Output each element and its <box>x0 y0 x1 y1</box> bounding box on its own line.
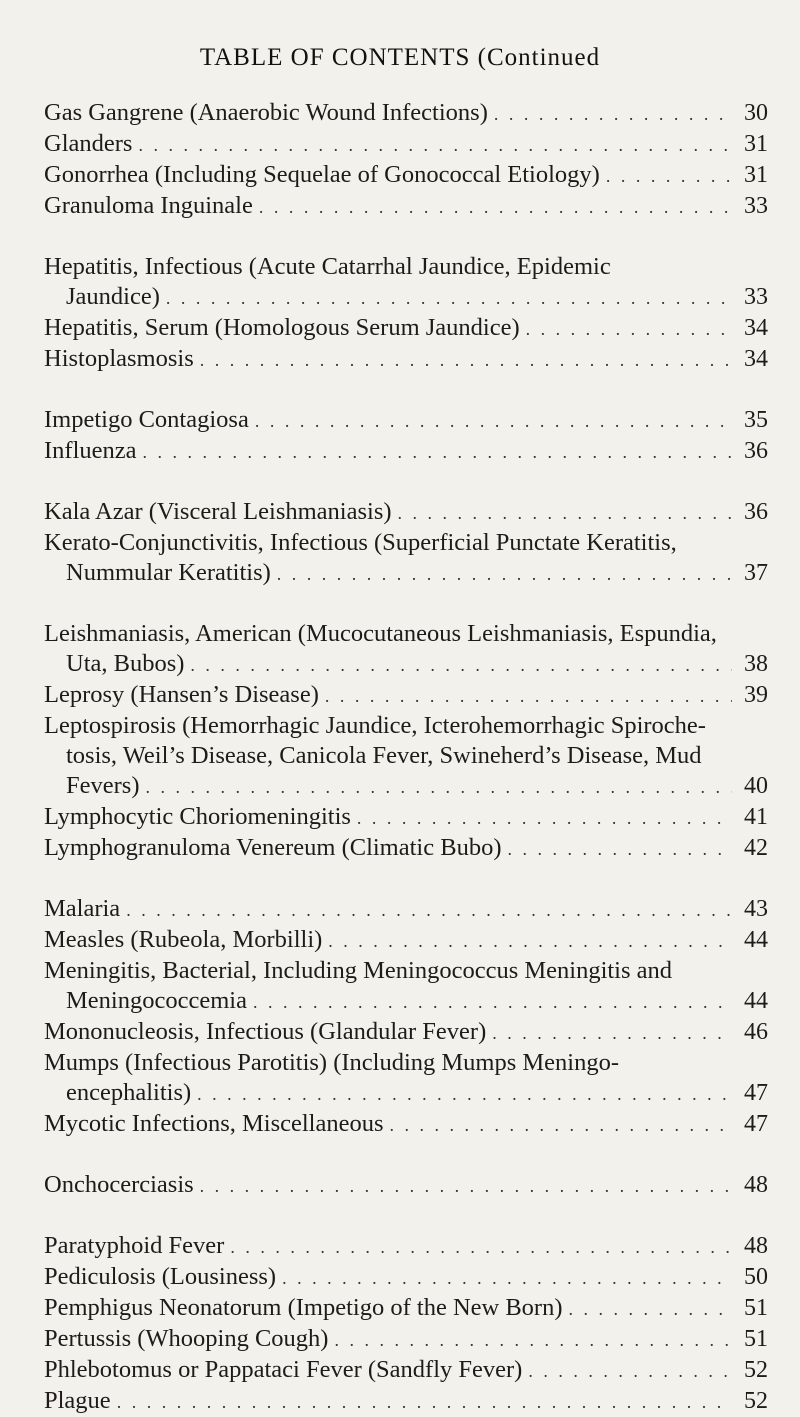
toc-entry-line <box>44 833 768 864</box>
toc-entry-title: Hepatitis, Serum (Homologous Serum Jaundice) <box>44 314 520 341</box>
toc-entry-title: tosis, Weil’s Disease, Canicola Fever, Swineherd’s Disease, Mud <box>66 742 702 769</box>
group-spacer <box>44 1201 768 1231</box>
toc-entry[interactable] <box>44 1324 768 1355</box>
toc-page-number: 33 <box>744 284 768 310</box>
toc-entry-continuation <box>44 558 768 589</box>
toc-page-number: 48 <box>744 1172 768 1198</box>
dot-leader <box>255 406 732 436</box>
group-spacer <box>44 222 768 252</box>
toc-entry-line <box>44 497 768 528</box>
toc-entry-continuation <box>44 771 768 802</box>
dot-leader <box>494 99 732 129</box>
group-spacer <box>44 375 768 405</box>
dot-leader <box>357 803 732 833</box>
toc-entry[interactable] <box>44 191 768 222</box>
dot-leader <box>606 161 732 191</box>
toc-entry-line <box>44 1048 768 1078</box>
toc-entry-title: Gonorrhea (Including Sequelae of Gonococcal Etiology) <box>44 161 600 188</box>
toc-entry-title: Paratyphoid Fever <box>44 1232 225 1259</box>
toc-entry-line <box>44 802 768 833</box>
toc-page-number: 44 <box>744 927 768 953</box>
toc-entry[interactable] <box>44 405 768 436</box>
group-spacer <box>44 1140 768 1170</box>
dot-leader <box>126 895 732 925</box>
toc-entry-line <box>44 436 768 467</box>
toc-entry[interactable] <box>44 894 768 925</box>
toc-entry-line <box>44 252 768 282</box>
toc-page-number: 52 <box>744 1388 768 1414</box>
toc-entry-title: Lymphogranuloma Venereum (Climatic Bubo) <box>44 834 502 861</box>
toc-entry-line <box>44 344 768 375</box>
toc-entry-title: Leishmaniasis, American (Mucocutaneous Leishmaniasis, Espundia, <box>44 620 717 647</box>
toc-entry-continuation <box>44 986 768 1017</box>
toc-page-number: 44 <box>744 988 768 1014</box>
toc-page-number: 41 <box>744 804 768 830</box>
toc-entry[interactable] <box>44 98 768 129</box>
toc-entry-line <box>44 98 768 129</box>
toc-entry[interactable] <box>44 1109 768 1140</box>
dot-leader <box>528 1356 732 1386</box>
toc-entry[interactable] <box>44 528 768 589</box>
toc-page-number: 34 <box>744 315 768 341</box>
toc-page-number: 47 <box>744 1080 768 1106</box>
toc-entry-line <box>44 191 768 222</box>
toc-entry-title: Histoplasmosis <box>44 345 194 372</box>
toc-entry-continuation <box>44 282 768 313</box>
toc-entry[interactable] <box>44 497 768 528</box>
toc-entry-line <box>44 1170 768 1201</box>
toc-entry-title: Leptospirosis (Hemorrhagic Jaundice, Icterohemorrhagic Spiroche- <box>44 712 706 739</box>
toc-entry-title: Malaria <box>44 895 121 922</box>
toc-page-number: 37 <box>744 560 768 586</box>
toc-entry[interactable] <box>44 833 768 864</box>
toc-entry-line <box>44 1355 768 1386</box>
toc-entry[interactable] <box>44 160 768 191</box>
toc-entry-continuation <box>44 1078 768 1109</box>
toc-page-number: 36 <box>744 499 768 525</box>
toc-entry-line <box>44 925 768 956</box>
dot-leader <box>328 926 732 956</box>
toc-entry-title: Onchocerciasis <box>44 1171 194 1198</box>
toc-entry-title: Leprosy (Hansen’s Disease) <box>44 681 319 708</box>
toc-entry[interactable] <box>44 436 768 467</box>
toc-entry-title: Gas Gangrene (Anaerobic Wound Infections) <box>44 99 488 126</box>
toc-entry-title: Pemphigus Neonatorum (Impetigo of the New Born) <box>44 1294 563 1321</box>
toc-page-number: 33 <box>744 193 768 219</box>
toc-entry-line <box>44 1231 768 1262</box>
dot-leader <box>398 498 732 528</box>
dot-leader <box>253 987 732 1017</box>
toc-entry-line <box>44 1293 768 1324</box>
toc-entry-title: Impetigo Contagiosa <box>44 406 249 433</box>
toc-entry-title: Mycotic Infections, Miscellaneous <box>44 1110 384 1137</box>
toc-entry-line <box>44 1386 768 1417</box>
toc-entry-line <box>44 528 768 558</box>
dot-leader <box>325 681 732 711</box>
toc-entry-title: Kala Azar (Visceral Leishmaniasis) <box>44 498 392 525</box>
toc-entry[interactable] <box>44 313 768 344</box>
dot-leader <box>282 1263 732 1293</box>
toc-entry[interactable] <box>44 802 768 833</box>
toc-entry-line <box>44 1017 768 1048</box>
toc-entry-line <box>44 619 768 649</box>
toc-page-number: 34 <box>744 346 768 372</box>
toc-entry-line <box>44 160 768 191</box>
toc-entry[interactable] <box>44 1170 768 1201</box>
toc-entry[interactable] <box>44 711 768 802</box>
toc-page-number: 31 <box>744 162 768 188</box>
toc-entry[interactable] <box>44 680 768 711</box>
toc-page-number: 50 <box>744 1264 768 1290</box>
toc-page-number: 48 <box>744 1233 768 1259</box>
toc-entry-title: Pediculosis (Lousiness) <box>44 1263 277 1290</box>
toc-page-number: 51 <box>744 1326 768 1352</box>
toc-page-number: 30 <box>744 100 768 126</box>
toc-entry[interactable] <box>44 1262 768 1293</box>
toc-entry-continuation <box>44 649 768 680</box>
toc-entry-title: Hepatitis, Infectious (Acute Catarrhal Jaundice, Epidemic <box>44 253 611 280</box>
toc-entry[interactable] <box>44 1048 768 1109</box>
dot-leader <box>334 1325 732 1355</box>
toc-page-number: 43 <box>744 896 768 922</box>
table-of-contents <box>44 98 768 1417</box>
dot-leader <box>277 559 732 589</box>
toc-entry-title: Uta, Bubos) <box>66 650 185 677</box>
toc-page-number: 51 <box>744 1295 768 1321</box>
toc-entry[interactable] <box>44 956 768 1017</box>
toc-entry-title: Measles (Rubeola, Morbilli) <box>44 926 323 953</box>
toc-entry-line <box>44 129 768 160</box>
dot-leader <box>197 1079 732 1109</box>
toc-entry[interactable] <box>44 344 768 375</box>
dot-leader <box>230 1232 732 1262</box>
dot-leader <box>492 1018 732 1048</box>
toc-entry-title: encephalitis) <box>66 1079 192 1106</box>
toc-entry[interactable] <box>44 1231 768 1262</box>
toc-entry-title: Phlebotomus or Pappataci Fever (Sandfly Fever) <box>44 1356 523 1383</box>
toc-entry-continuation <box>44 741 768 771</box>
toc-page-number: 39 <box>744 682 768 708</box>
toc-page-number: 46 <box>744 1019 768 1045</box>
dot-leader <box>507 834 732 864</box>
toc-page-number: 47 <box>744 1111 768 1137</box>
toc-entry-title: Glanders <box>44 130 133 157</box>
toc-entry-title: Nummular Keratitis) <box>66 559 271 586</box>
toc-entry-title: Influenza <box>44 437 137 464</box>
group-spacer <box>44 864 768 894</box>
toc-entry[interactable] <box>44 1293 768 1324</box>
toc-entry-title: Plague <box>44 1387 111 1414</box>
toc-page-number: 38 <box>744 651 768 677</box>
dot-leader <box>145 772 732 802</box>
toc-entry-line <box>44 313 768 344</box>
toc-entry[interactable] <box>44 619 768 680</box>
toc-entry-title: Granuloma Inguinale <box>44 192 253 219</box>
toc-entry-title: Fevers) <box>66 772 140 799</box>
toc-entry-title: Lymphocytic Choriomeningitis <box>44 803 351 830</box>
dot-leader <box>200 345 732 375</box>
dot-leader <box>138 130 732 160</box>
toc-entry-line <box>44 1324 768 1355</box>
toc-entry-line <box>44 894 768 925</box>
toc-entry[interactable] <box>44 1017 768 1048</box>
toc-entry-title: Mononucleosis, Infectious (Glandular Fever) <box>44 1018 487 1045</box>
toc-entry-title: Pertussis (Whooping Cough) <box>44 1325 329 1352</box>
toc-page-number: 52 <box>744 1357 768 1383</box>
toc-entry-title: Mumps (Infectious Parotitis) (Including Mumps Meningo- <box>44 1049 620 1076</box>
dot-leader <box>568 1294 732 1324</box>
toc-entry[interactable] <box>44 129 768 160</box>
toc-entry-line <box>44 711 768 741</box>
toc-entry-title: Meningococcemia <box>66 987 247 1014</box>
dot-leader <box>390 1110 732 1140</box>
toc-page-number: 40 <box>744 773 768 799</box>
toc-entry-line <box>44 1262 768 1293</box>
toc-entry-title: Kerato-Conjunctivitis, Infectious (Superficial Punctate Keratitis, <box>44 529 677 556</box>
toc-entry-line <box>44 680 768 711</box>
group-spacer <box>44 589 768 619</box>
toc-entry[interactable] <box>44 1355 768 1386</box>
dot-leader <box>166 283 732 313</box>
toc-entry-title: Jaundice) <box>66 283 160 310</box>
dot-leader <box>259 192 732 222</box>
toc-page-number: 36 <box>744 438 768 464</box>
toc-entry-line <box>44 956 768 986</box>
dot-leader <box>117 1387 732 1417</box>
toc-entry-line <box>44 405 768 436</box>
toc-entry-title: Meningitis, Bacterial, Including Meningococcus Meningitis and <box>44 957 673 984</box>
toc-page-number: 35 <box>744 407 768 433</box>
toc-entry-line <box>44 1109 768 1140</box>
dot-leader <box>190 650 732 680</box>
dot-leader <box>143 437 733 467</box>
toc-page-number: 31 <box>744 131 768 157</box>
page-title: TABLE OF CONTENTS (Continued <box>199 44 601 71</box>
dot-leader <box>200 1171 732 1201</box>
dot-leader <box>526 314 732 344</box>
toc-entry[interactable] <box>44 252 768 313</box>
toc-entry[interactable] <box>44 925 768 956</box>
toc-entry[interactable] <box>44 1386 768 1417</box>
toc-page-number: 42 <box>744 835 768 861</box>
group-spacer <box>44 467 768 497</box>
